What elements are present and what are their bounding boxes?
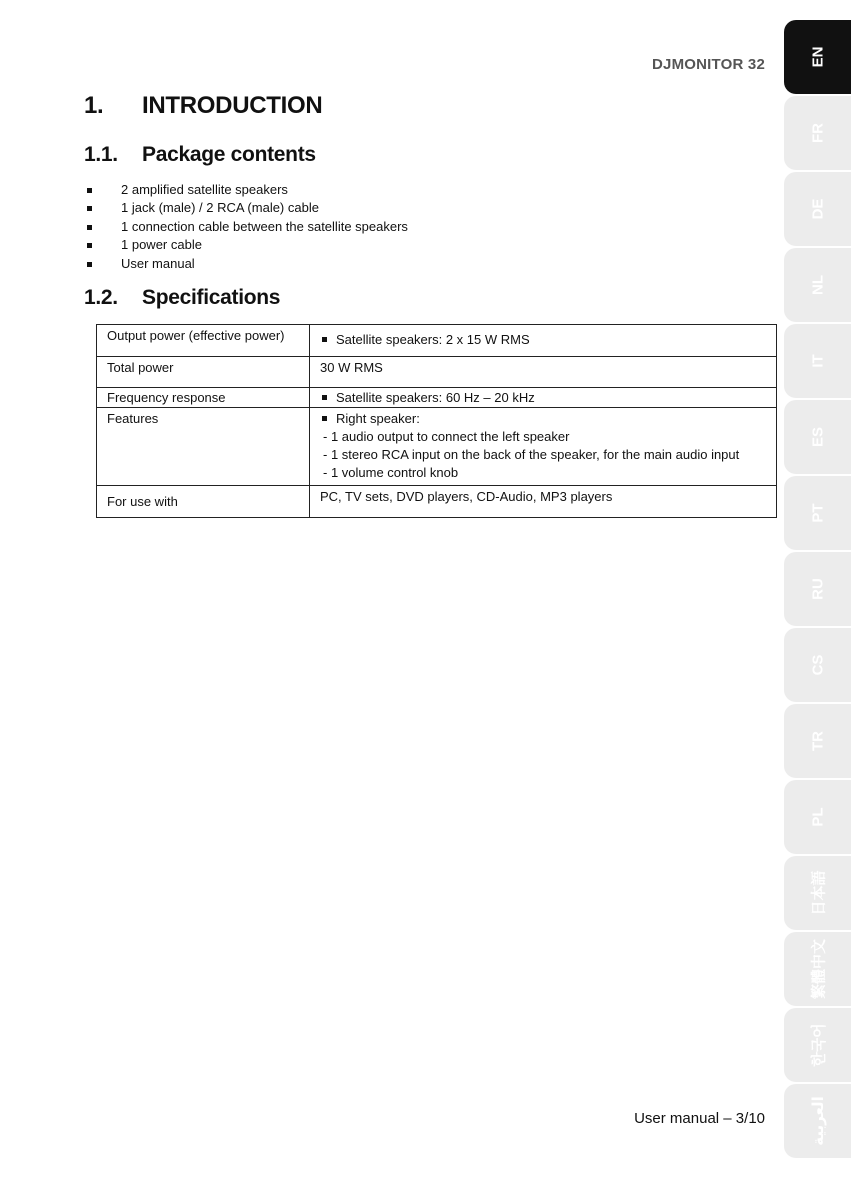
tab-label: DE [809, 198, 826, 220]
tab-language-ar[interactable] [784, 1084, 851, 1158]
spec-value: 30 W RMS [310, 357, 777, 388]
feature-line: - 1 audio output to connect the left speaker [323, 429, 570, 444]
list-item: 1 connection cable between the satellite speakers [84, 218, 408, 236]
bullet-icon [322, 337, 327, 342]
tab-label: NL [809, 275, 826, 295]
spec-value [310, 408, 777, 486]
tab-language-en[interactable] [784, 20, 851, 94]
spec-value: PC, TV sets, DVD players, CD-Audio, MP3 players [310, 486, 777, 518]
tab-language-de[interactable] [784, 172, 851, 246]
product-name: DJMONITOR 32 [652, 56, 765, 73]
spec-value-text: Right speaker: [336, 411, 420, 426]
spec-value-text: Satellite speakers: 60 Hz – 20 kHz [336, 390, 535, 405]
tab-language-nl[interactable] [784, 248, 851, 322]
feature-line: - 1 volume control knob [323, 465, 459, 480]
tab-language-ru[interactable] [784, 552, 851, 626]
spec-label: For use with [97, 486, 310, 518]
spec-label: Features [97, 408, 310, 486]
specs-heading [84, 286, 280, 310]
tab-language-it[interactable] [784, 324, 851, 398]
section-number: 1. [84, 92, 104, 119]
package-list [84, 181, 408, 273]
language-tabs [784, 20, 851, 1160]
tab-label: FR [809, 123, 826, 143]
tab-language-ja[interactable] [784, 856, 851, 930]
spec-label: Total power [97, 357, 310, 388]
tab-language-pt[interactable] [784, 476, 851, 550]
tab-label: 日本語 [810, 870, 827, 916]
spec-value-text: Satellite speakers: 2 x 15 W RMS [336, 332, 530, 347]
specs-table [96, 324, 777, 518]
tab-label: PL [809, 807, 826, 827]
table-row [97, 325, 777, 357]
tab-label: العربية [809, 1096, 827, 1146]
specs-number: 1.2. [84, 286, 118, 309]
section-heading [84, 92, 322, 120]
tab-label: RU [809, 578, 826, 600]
tab-label: TR [809, 731, 826, 751]
package-heading [84, 143, 316, 167]
tab-label: IT [809, 354, 826, 368]
list-item: 1 jack (male) / 2 RCA (male) cable [84, 199, 408, 217]
table-row [97, 408, 777, 486]
table-row [97, 388, 777, 408]
feature-line: - 1 stereo RCA input on the back of the speaker, for the main audio input [323, 447, 740, 462]
tab-language-cs[interactable] [784, 628, 851, 702]
tab-label: CS [809, 654, 826, 676]
bullet-icon [322, 416, 327, 421]
specs-title: Specifications [142, 286, 281, 309]
tab-label: 한국어 [810, 1023, 827, 1067]
section-title: INTRODUCTION [142, 92, 323, 119]
spec-label: Output power (effective power) [97, 325, 310, 357]
list-item: User manual [84, 255, 408, 273]
tab-language-es[interactable] [784, 400, 851, 474]
spec-label: Frequency response [97, 388, 310, 408]
tab-language-fr[interactable] [784, 96, 851, 170]
tab-label: PT [809, 503, 826, 523]
list-item: 2 amplified satellite speakers [84, 181, 408, 199]
tab-language-pl[interactable] [784, 780, 851, 854]
tab-language-tr[interactable] [784, 704, 851, 778]
tab-language-zh[interactable] [784, 932, 851, 1006]
tab-label: EN [809, 46, 826, 68]
tab-label: 繁體中文 [810, 938, 827, 1000]
package-number: 1.1. [84, 143, 118, 166]
table-row [97, 486, 777, 518]
bullet-icon [322, 395, 327, 400]
page-footer: User manual – 3/10 [634, 1110, 765, 1127]
tab-language-ko[interactable] [784, 1008, 851, 1082]
list-item: 1 power cable [84, 236, 408, 254]
spec-value [310, 388, 777, 408]
package-title: Package contents [142, 143, 316, 166]
table-row [97, 357, 777, 388]
tab-label: ES [809, 426, 826, 448]
spec-value [310, 325, 777, 357]
